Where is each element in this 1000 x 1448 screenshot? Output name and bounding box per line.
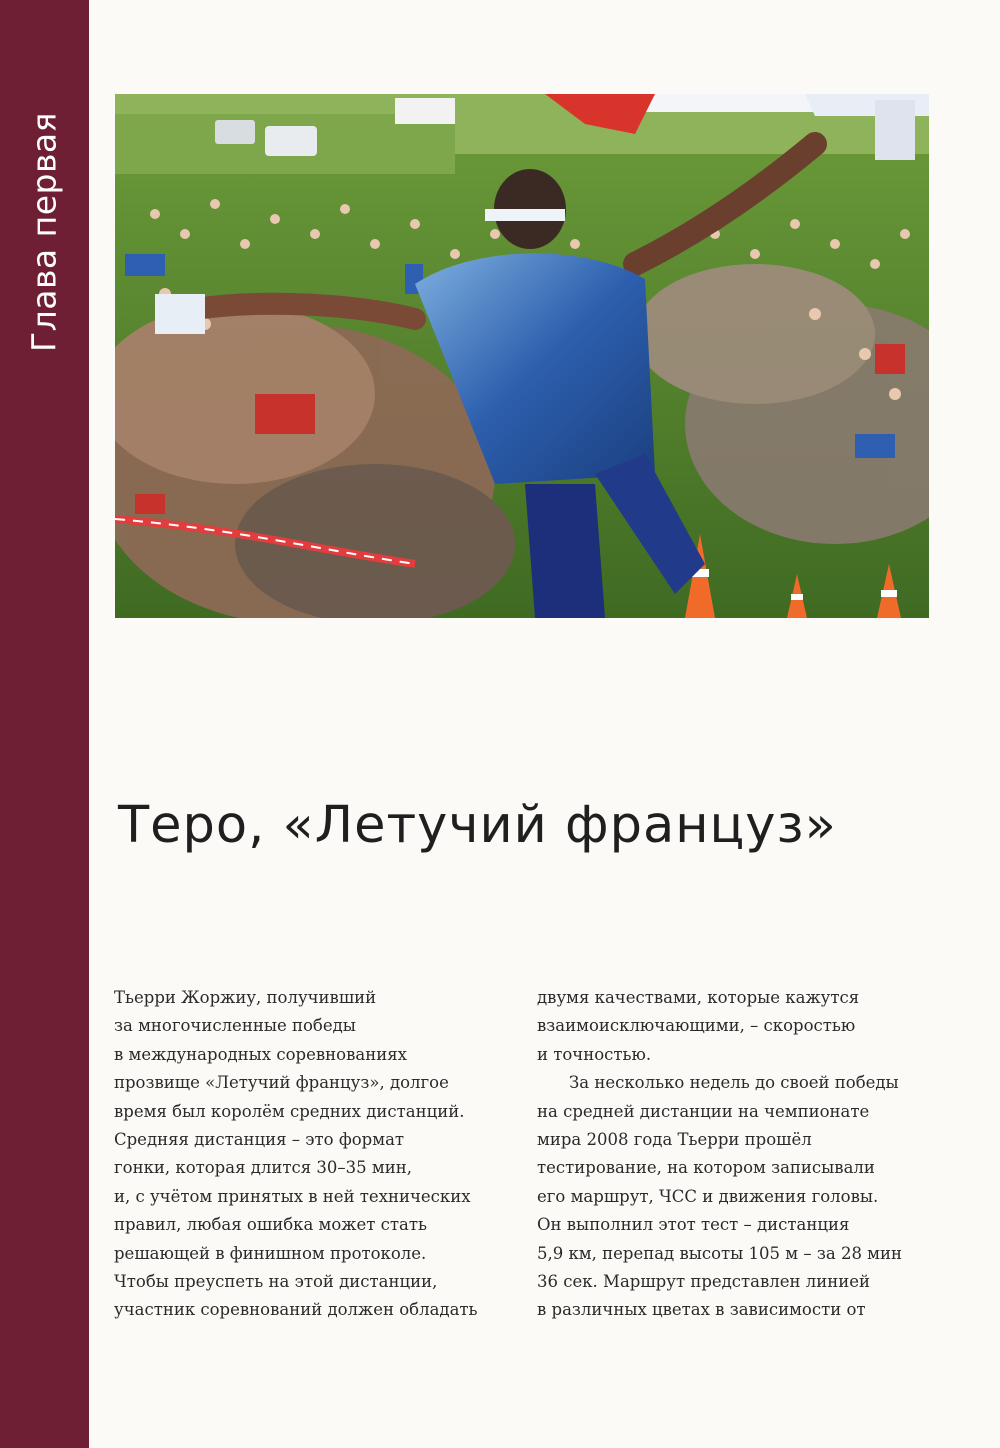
text-line: Он выполнил этот тест – дистанция bbox=[537, 1215, 850, 1235]
text-line: время был королём средних дистанций. bbox=[114, 1101, 465, 1121]
text-line: 36 сек. Маршрут представлен линией bbox=[537, 1272, 871, 1292]
text-line: на средней дистанции на чемпионате bbox=[537, 1101, 870, 1121]
text-line: решающей в финишном протоколе. bbox=[114, 1243, 427, 1263]
text-line: правил, любая ошибка может стать bbox=[114, 1215, 427, 1235]
text-line: гонки, которая длится 30–35 мин, bbox=[114, 1158, 412, 1178]
text-line: в различных цветах в зависимости от bbox=[537, 1300, 866, 1320]
text-line: прозвище «Летучий француз», долгое bbox=[114, 1073, 449, 1093]
text-line: и точностью. bbox=[537, 1044, 652, 1064]
text-line: и, с учётом принятых в ней технических bbox=[114, 1186, 471, 1206]
text-line: Чтобы преуспеть на этой дистанции, bbox=[114, 1272, 438, 1292]
text-line: в международных соревнованиях bbox=[114, 1044, 407, 1064]
text-line: двумя качествами, которые кажутся bbox=[537, 988, 860, 1007]
text-line: тестирование, на котором записывали bbox=[537, 1158, 875, 1178]
left-text-column bbox=[114, 984, 514, 1325]
text-line: 5,9 км, перепад высоты 105 м – за 28 мин bbox=[537, 1243, 903, 1263]
text-line: его маршрут, ЧСС и движения головы. bbox=[537, 1186, 879, 1206]
text-line: мира 2008 года Тьерри прошёл bbox=[537, 1130, 812, 1150]
text-line: Средняя дистанция – это формат bbox=[114, 1130, 405, 1150]
text-line: за многочисленные победы bbox=[114, 1016, 356, 1036]
chapter-label: Глава первая bbox=[24, 112, 64, 352]
article-title: Теро, «Летучий француз» bbox=[118, 796, 837, 855]
chapter-sidebar bbox=[0, 0, 89, 1448]
photo-icon bbox=[115, 94, 929, 618]
photo-finish-line bbox=[115, 94, 929, 618]
right-text-column bbox=[537, 984, 937, 1325]
text-line: Тьерри Жоржиу, получивший bbox=[114, 988, 377, 1007]
text-line: участник соревнований должен обладать bbox=[114, 1300, 478, 1320]
paragraph-start-line: За несколько недель до своей победы bbox=[569, 1073, 899, 1093]
text-line: взаимоисключающими, – скоростью bbox=[537, 1016, 856, 1036]
